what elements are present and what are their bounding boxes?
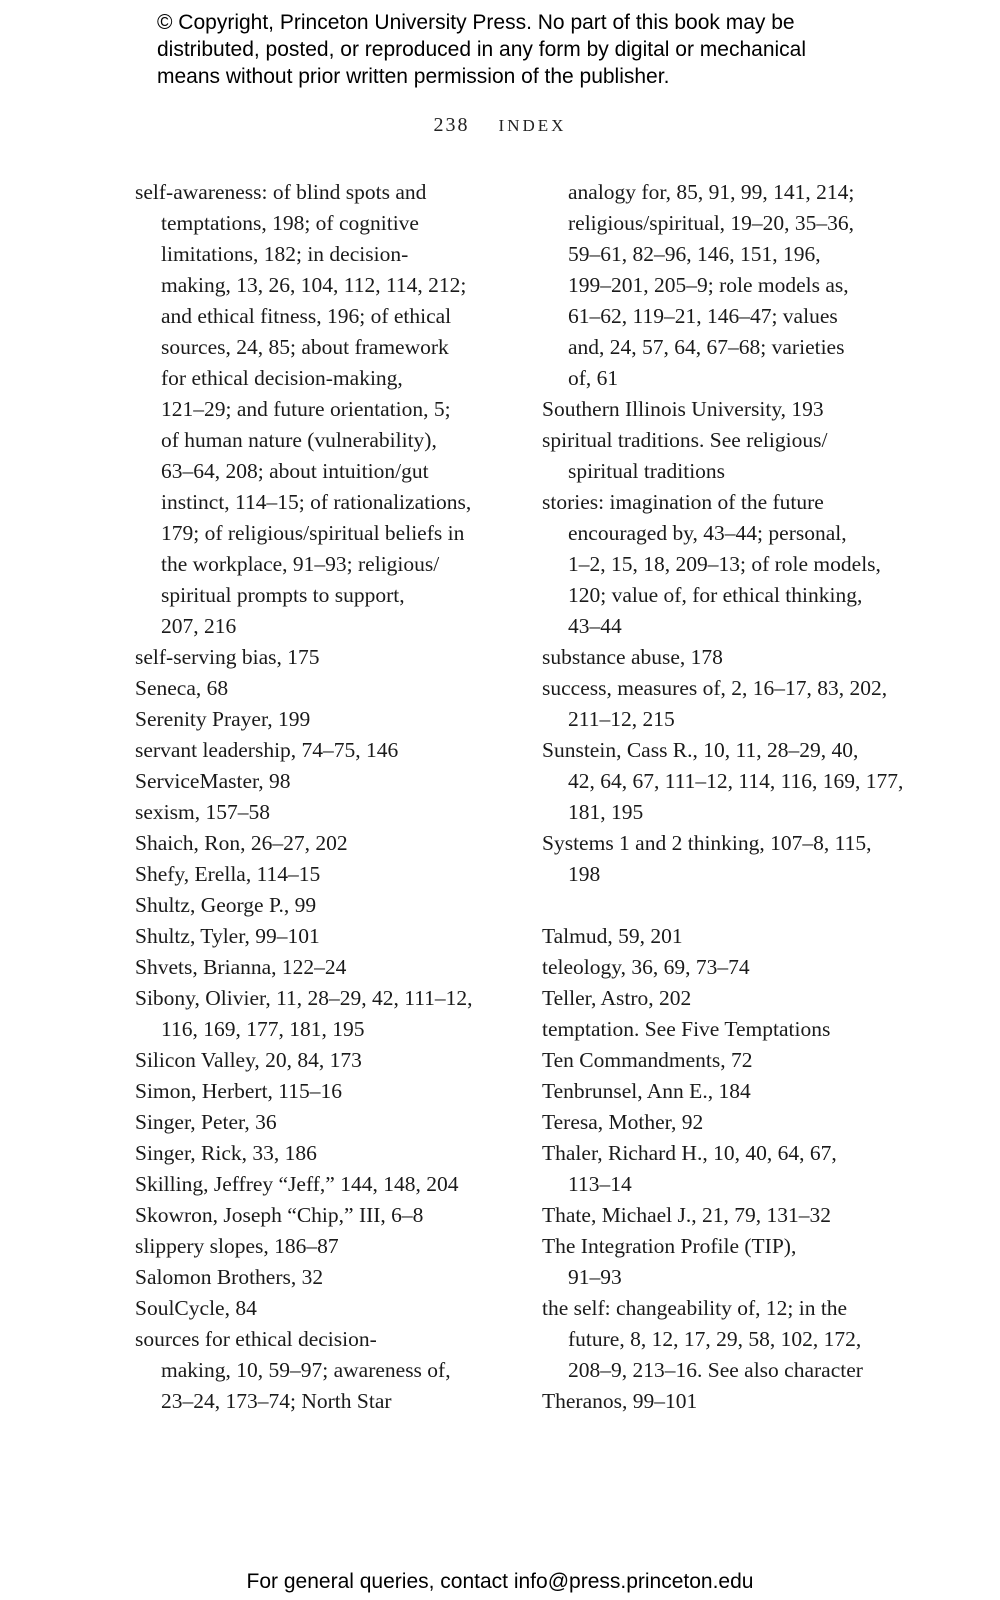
index-entry: Theranos, 99–101 bbox=[542, 1389, 698, 1413]
index-entry: Simon, Herbert, 115–16 bbox=[135, 1079, 343, 1103]
index-entry: Salomon Brothers, 32 bbox=[135, 1265, 324, 1289]
copyright-line: means without prior written permission of the publisher. bbox=[157, 65, 670, 88]
index-entry: Singer, Peter, 36 bbox=[135, 1110, 277, 1134]
index-entry: servant leadership, 74–75, 146 bbox=[135, 738, 399, 762]
index-entry-continuation: 63–64, 208; about intuition/gut bbox=[161, 459, 429, 483]
index-spacer bbox=[542, 890, 912, 921]
index-entry-continuation: for ethical decision-making, bbox=[161, 366, 403, 390]
index-entry: self-serving bias, 175 bbox=[135, 645, 320, 669]
index-entry: Shultz, Tyler, 99–101 bbox=[135, 924, 320, 948]
index-entry-continuation: 91–93 bbox=[568, 1265, 622, 1289]
page-number: 238 bbox=[433, 114, 470, 136]
index-entry: Shvets, Brianna, 122–24 bbox=[135, 955, 347, 979]
index-entry: Shaich, Ron, 26–27, 202 bbox=[135, 831, 348, 855]
index-entry: Teresa, Mother, 92 bbox=[542, 1110, 704, 1134]
index-entry-continuation: 121–29; and future orientation, 5; bbox=[161, 397, 451, 421]
index-entry: teleology, 36, 69, 73–74 bbox=[542, 955, 750, 979]
index-entry: success, measures of, 2, 16–17, 83, 202, bbox=[542, 676, 888, 700]
index-entry-continuation: religious/spiritual, 19–20, 35–36, bbox=[568, 211, 855, 235]
index-entry-continuation: 23–24, 173–74; North Star bbox=[161, 1389, 392, 1413]
index-entry-continuation: 59–61, 82–96, 146, 151, 196, bbox=[568, 242, 821, 266]
index-entry: stories: imagination of the future bbox=[542, 490, 824, 514]
index-entry-continuation: 199–201, 205–9; role models as, bbox=[568, 273, 849, 297]
index-entry: Sunstein, Cass R., 10, 11, 28–29, 40, bbox=[542, 738, 859, 762]
index-entry-continuation: 43–44 bbox=[568, 614, 622, 638]
index-column-right bbox=[542, 177, 912, 1417]
index-entry-continuation: of, 61 bbox=[568, 366, 619, 390]
index-entry-continuation: 211–12, 215 bbox=[568, 707, 675, 731]
index-entry-continuation: 208–9, 213–16. See also character bbox=[568, 1358, 863, 1382]
index-entry: Tenbrunsel, Ann E., 184 bbox=[542, 1079, 751, 1103]
copyright-line: © Copyright, Princeton University Press. No part of this book may be bbox=[157, 11, 795, 34]
index-entry: Sibony, Olivier, 11, 28–29, 42, 111–12, bbox=[135, 986, 473, 1010]
index-entry: temptation. See Five Temptations bbox=[542, 1017, 831, 1041]
running-head bbox=[0, 114, 1000, 137]
index-entry: SoulCycle, 84 bbox=[135, 1296, 257, 1320]
copyright-notice bbox=[157, 9, 917, 90]
index-entry-continuation: 61–62, 119–21, 146–47; values bbox=[568, 304, 838, 328]
index-entry: Serenity Prayer, 199 bbox=[135, 707, 311, 731]
index-entry: substance abuse, 178 bbox=[542, 645, 723, 669]
index-entry: Shefy, Erella, 114–15 bbox=[135, 862, 321, 886]
index-entry: sexism, 157–58 bbox=[135, 800, 270, 824]
index-entry: the self: changeability of, 12; in the bbox=[542, 1296, 848, 1320]
index-entry: sources for ethical decision- bbox=[135, 1327, 377, 1351]
footer-contact: For general queries, contact info@press.princeton.edu bbox=[246, 1570, 754, 1593]
index-entry: spiritual traditions. See religious/ bbox=[542, 428, 828, 452]
index-entry-continuation: 113–14 bbox=[568, 1172, 632, 1196]
index-entry: Thaler, Richard H., 10, 40, 64, 67, bbox=[542, 1141, 837, 1165]
index-entry: Teller, Astro, 202 bbox=[542, 986, 692, 1010]
index-entry: self-awareness: of blind spots and bbox=[135, 180, 427, 204]
index-entry-continuation: and ethical fitness, 196; of ethical bbox=[161, 304, 452, 328]
index-entry-continuation: future, 8, 12, 17, 29, 58, 102, 172, bbox=[568, 1327, 862, 1351]
index-entry-continuation: making, 10, 59–97; awareness of, bbox=[161, 1358, 451, 1382]
index-entry-continuation: sources, 24, 85; about framework bbox=[161, 335, 449, 359]
index-entry-continuation: 179; of religious/spiritual beliefs in bbox=[161, 521, 465, 545]
index-entry-continuation: limitations, 182; in decision- bbox=[161, 242, 409, 266]
index-entry-continuation: spiritual traditions bbox=[568, 459, 726, 483]
index-entry-continuation: 1–2, 15, 18, 209–13; of role models, bbox=[568, 552, 881, 576]
index-entry-continuation: temptations, 198; of cognitive bbox=[161, 211, 419, 235]
index-entry: slippery slopes, 186–87 bbox=[135, 1234, 339, 1258]
index-entry: Singer, Rick, 33, 186 bbox=[135, 1141, 317, 1165]
index-entry-continuation: 116, 169, 177, 181, 195 bbox=[161, 1017, 365, 1041]
index-column-left bbox=[135, 177, 505, 1417]
index-entry: Seneca, 68 bbox=[135, 676, 229, 700]
index-entry-continuation: and, 24, 57, 64, 67–68; varieties bbox=[568, 335, 845, 359]
index-entry: Thate, Michael J., 21, 79, 131–32 bbox=[542, 1203, 832, 1227]
index-entry-continuation: 42, 64, 67, 111–12, 114, 116, 169, 177, bbox=[568, 769, 904, 793]
index-entry-continuation: 207, 216 bbox=[161, 614, 237, 638]
index-entry: Systems 1 and 2 thinking, 107–8, 115, bbox=[542, 831, 872, 855]
index-entry-continuation: spiritual prompts to support, bbox=[161, 583, 405, 607]
index-entry: Skilling, Jeffrey “Jeff,” 144, 148, 204 bbox=[135, 1172, 459, 1196]
index-entry: Southern Illinois University, 193 bbox=[542, 397, 824, 421]
index-entry: The Integration Profile (TIP), bbox=[542, 1234, 797, 1258]
index-entry-continuation: 181, 195 bbox=[568, 800, 644, 824]
index-entry: Skowron, Joseph “Chip,” III, 6–8 bbox=[135, 1203, 424, 1227]
copyright-line: distributed, posted, or reproduced in any form by digital or mechanical bbox=[157, 38, 807, 61]
index-entry-continuation: the workplace, 91–93; religious/ bbox=[161, 552, 440, 576]
index-entry-continuation: 120; value of, for ethical thinking, bbox=[568, 583, 863, 607]
index-entry-continuation: making, 13, 26, 104, 112, 114, 212; bbox=[161, 273, 467, 297]
index-entry-continuation: of human nature (vulnerability), bbox=[161, 428, 437, 452]
index-entry-continuation: encouraged by, 43–44; personal, bbox=[568, 521, 847, 545]
index-entry: Talmud, 59, 201 bbox=[542, 924, 683, 948]
index-entry: Ten Commandments, 72 bbox=[542, 1048, 753, 1072]
index-entry-continuation: instinct, 114–15; of rationalizations, bbox=[161, 490, 472, 514]
index-entry: Shultz, George P., 99 bbox=[135, 893, 317, 917]
index-entry: ServiceMaster, 98 bbox=[135, 769, 291, 793]
section-title: INDEX bbox=[498, 116, 567, 135]
index-entry-continuation: 198 bbox=[568, 862, 601, 886]
index-entry: Silicon Valley, 20, 84, 173 bbox=[135, 1048, 362, 1072]
index-entry-continuation: analogy for, 85, 91, 99, 141, 214; bbox=[568, 180, 855, 204]
